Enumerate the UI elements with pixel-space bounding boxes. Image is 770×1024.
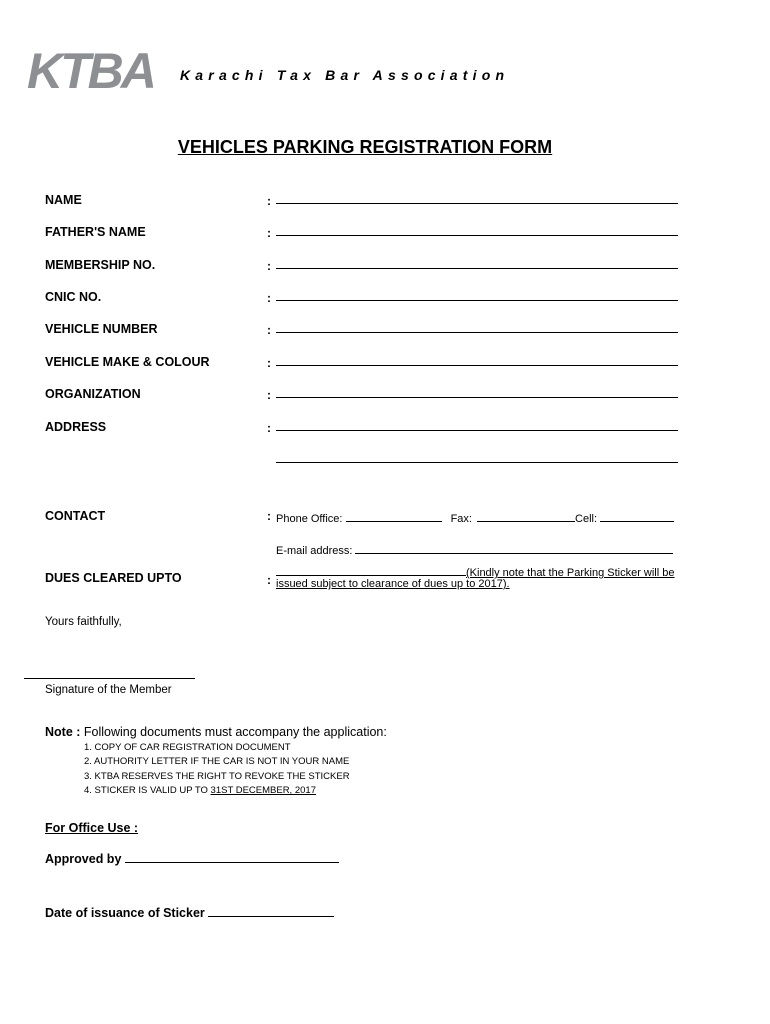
email-label: E-mail address: <box>276 545 353 557</box>
fax-label: Fax: <box>450 513 472 525</box>
yours-faithfully: Yours faithfully, <box>45 616 122 628</box>
date-of-issuance-field[interactable] <box>208 906 334 917</box>
dues-cleared-field[interactable] <box>276 565 466 576</box>
name-label: NAME <box>45 193 82 207</box>
vehicle-make-colour-colon: : <box>267 356 271 370</box>
phone-office-field[interactable] <box>346 511 442 522</box>
dues-note-line-1: (Kindly note that the Parking Sticker will be <box>466 567 675 579</box>
approved-by-row <box>45 852 339 866</box>
membership-no-label: MEMBERSHIP NO. <box>45 258 156 272</box>
note-item-3: 3. KTBA RESERVES THE RIGHT TO REVOKE THE STICKER <box>84 770 350 782</box>
note-item-4-date: 31ST DECEMBER, 2017 <box>210 784 316 796</box>
organization-label: ORGANIZATION <box>45 387 141 401</box>
email-row <box>276 543 673 557</box>
contact-colon: : <box>267 509 271 523</box>
cnic-no-field[interactable] <box>276 300 678 301</box>
dues-cleared-colon: : <box>267 573 271 587</box>
cnic-no-label: CNIC NO. <box>45 290 102 304</box>
vehicle-make-colour-label: VEHICLE MAKE & COLOUR <box>45 355 210 369</box>
note-label: Note : <box>45 725 81 739</box>
phone-office-label: Phone Office: <box>276 513 343 525</box>
address-field-line-2[interactable] <box>276 462 678 463</box>
membership-no-field[interactable] <box>276 268 678 269</box>
cnic-no-colon: : <box>267 291 271 305</box>
cell-label: Cell: <box>575 513 598 525</box>
organization-name: Karachi Tax Bar Association <box>180 67 510 83</box>
approved-by-label: Approved by <box>45 852 122 866</box>
signature-label: Signature of the Member <box>45 684 172 696</box>
contact-label: CONTACT <box>45 509 106 523</box>
vehicle-number-label: VEHICLE NUMBER <box>45 322 158 336</box>
date-of-issuance-label: Date of issuance of Sticker <box>45 906 205 920</box>
vehicle-number-field[interactable] <box>276 332 678 333</box>
office-use-heading: For Office Use : <box>45 821 139 835</box>
fathers-name-field[interactable] <box>276 235 678 236</box>
address-label: ADDRESS <box>45 420 107 434</box>
note-item-4-prefix: 4. STICKER IS VALID UP TO <box>84 784 211 796</box>
ktba-logo: KTBA <box>27 43 154 99</box>
form-title: VEHICLES PARKING REGISTRATION FORM <box>177 137 553 157</box>
fax-field[interactable] <box>477 511 575 522</box>
note-item-4 <box>84 784 350 798</box>
note-item-1: 1. COPY OF CAR REGISTRATION DOCUMENT <box>84 742 291 753</box>
approved-by-field[interactable] <box>125 852 339 863</box>
organization-field[interactable] <box>276 397 678 398</box>
signature-line[interactable] <box>24 678 195 679</box>
note-heading <box>45 725 387 739</box>
date-of-issuance-row <box>45 906 334 920</box>
address-field-line-1[interactable] <box>276 430 678 431</box>
note-item-2: 2. AUTHORITY LETTER IF THE CAR IS NOT IN YOUR NAME <box>84 756 350 768</box>
note-list <box>84 741 350 798</box>
name-field[interactable] <box>276 203 678 204</box>
membership-no-colon: : <box>267 259 271 273</box>
email-field[interactable] <box>355 543 673 554</box>
vehicle-number-colon: : <box>267 323 271 337</box>
name-colon: : <box>267 194 271 208</box>
address-colon: : <box>267 421 271 435</box>
vehicle-make-colour-field[interactable] <box>276 365 678 366</box>
note-intro: Following documents must accompany the application: <box>83 725 387 739</box>
cell-field[interactable] <box>600 511 674 522</box>
organization-colon: : <box>267 388 271 402</box>
dues-cleared-label: DUES CLEARED UPTO <box>45 571 182 585</box>
dues-cleared-row <box>276 565 675 579</box>
fathers-name-label: FATHER'S NAME <box>45 225 146 239</box>
contact-row <box>276 511 674 525</box>
fathers-name-colon: : <box>267 226 271 240</box>
dues-note-line-2: issued subject to clearance of dues up to 2017). <box>276 578 510 590</box>
